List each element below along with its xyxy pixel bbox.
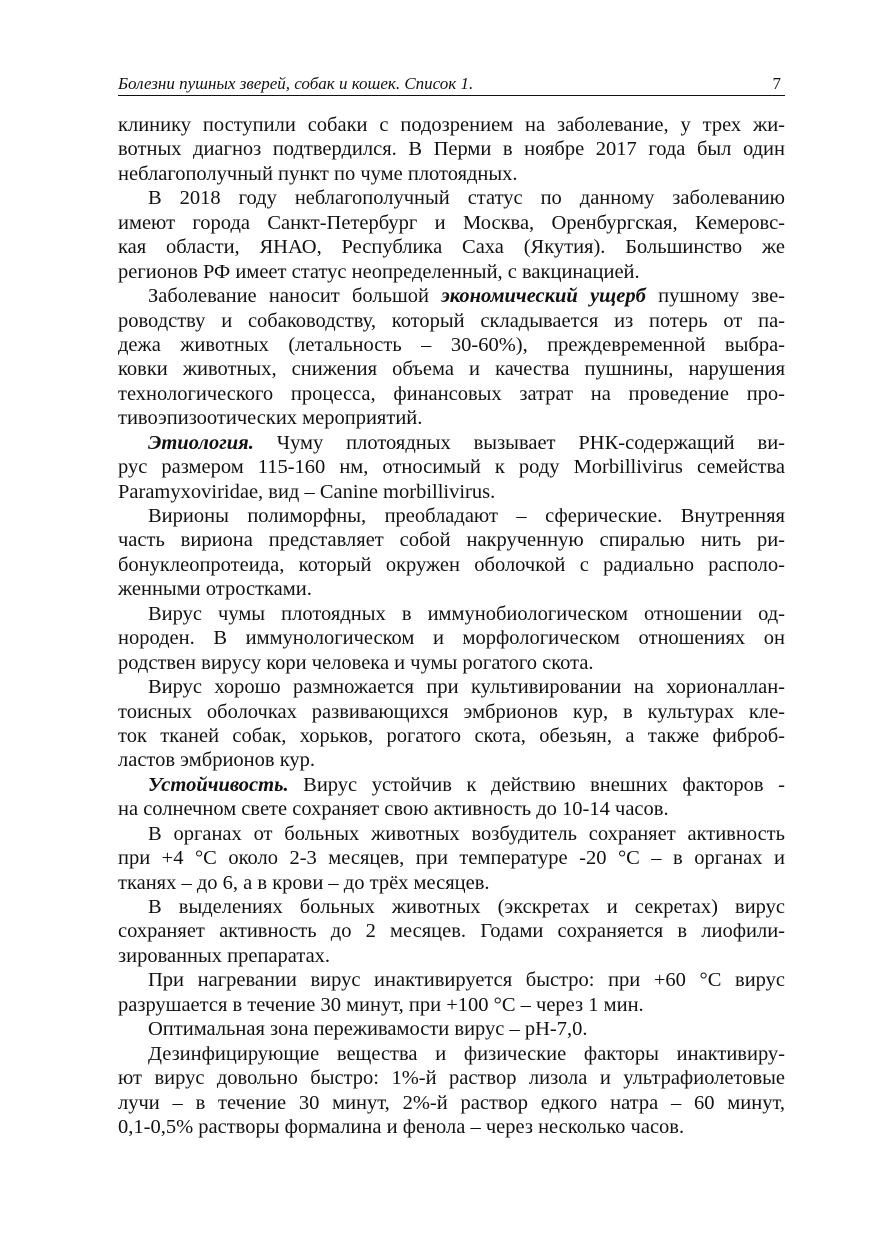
text-line: тоисных оболочках развивающихся эмбрионов кур, в культурах кле- [118,700,785,723]
line-segment: пушному зве- [658,285,785,308]
line-segment: Чуму плотоядных вызывает РНК-содержащий ви- [276,431,785,454]
text-line: лучи – в течение 30 минут, 2%-й раствор едкого натра – 60 минут, [118,1091,785,1114]
text-line: кая области, ЯНАО, Республика Саха (Якутия). Большинство же [118,236,785,259]
text-line: клинику поступили собаки с подозрением на заболевание, у трех жи- [118,114,785,136]
text-line: В органах от больных животных возбудитель сохраняет активность [148,822,785,845]
text-line: ковки животных, снижения объема и качества пушнины, нарушения [118,358,785,381]
book-page [118,74,785,1139]
text-line: ластов эмбрионов кур. [118,749,315,772]
text-line: Вирус хорошо размножается при культивировании на хорионаллан- [148,676,785,699]
text-line: технологического процесса, финансовых затрат на проведение про- [118,382,785,405]
text-line: зированных препаратах. [118,944,331,967]
text-line: имеют города Санкт-Петербург и Москва, Оренбургская, Кемеровс- [118,211,785,234]
line-segment: Заболевание наносит большой [148,285,429,308]
text-line: на солнечном свете сохраняет свою активность до 10-14 часов. [118,798,669,821]
text-line: дежа животных (летальность – 30-60%), преждевременной выбра- [118,333,785,356]
text-line: роводству и собаководству, который складывается из потерь от па- [118,309,785,332]
text-line [118,431,785,455]
text-line: регионов РФ имеет статус неопределенный, с вакцинацией. [118,260,640,283]
heading-resistance: Устойчивость. [148,773,289,796]
page-number: 7 [772,74,781,93]
text-line: ют вирус довольно быстро: 1%-й раствор лизола и ультрафиолетовые [118,1067,785,1090]
text-line: ток тканей собак, хорьков, рогатого скота, обезьян, а также фиброб- [118,724,785,747]
body-text [118,113,785,1139]
text-line: тканях – до 6, а в крови – до трёх месяцев. [118,871,490,894]
text-line [118,773,785,797]
text-line: тивоэпизоотических мероприятий. [118,407,423,430]
text-line: бонуклеопротеида, который окружен оболочкой с радиально располо- [118,553,785,576]
text-line: Дезинфицирующие вещества и физические факторы инактивиру- [148,1042,785,1065]
text-line: рус размером 115-160 нм, относимый к роду Morbillivirus семейства [118,456,785,479]
text-line: при +4 °С около 2-3 месяцев, при температуре -20 °С – в органах и [118,847,785,870]
text-line: разрушается в течение 30 минут, при +100 °С – через 1 мин. [118,993,644,1016]
text-line [118,284,785,308]
text-line: Вирус чумы плотоядных в иммунобиологическом отношении од- [148,602,785,625]
text-line: В 2018 году неблагополучный статус по данному заболеванию [148,187,785,210]
text-line: Paramyxoviridae, вид – Canine morbillivirus. [118,480,496,503]
text-line: Вирионы полиморфны, преобладают – сферические. Внутренняя [148,505,785,527]
text-line: женными отростками. [118,578,312,601]
heading-etiology: Этиология. [148,431,254,454]
running-header [118,74,785,96]
text-line: Оптимальная зона переживамости вирус – рН-7,0. [148,1018,588,1041]
line-segment: Вирус устойчив к действию внешних факторов - [303,773,785,796]
text-line: В выделениях больных животных (экскретах и секретах) вирус [148,896,785,918]
text-line: часть вириона представляет собой накрученную спиралью нить ри- [118,529,785,552]
text-line: неблагополучный пункт по чуме плотоядных. [118,162,518,185]
text-line: нороден. В иммунологическом и морфологическом отношениях он [118,627,785,650]
text-line: родствен вирусу кори человека и чумы рогатого скота. [118,651,594,674]
text-line: 0,1-0,5% растворы формалина и фенола – через несколько часов. [118,1115,685,1138]
text-line: сохраняет активность до 2 месяцев. Годами сохраняется в лиофили- [118,920,785,943]
term-economic-damage: экономический ущерб [441,285,646,308]
text-line: вотных диагноз подтвердился. В Перми в ноябре 2017 года был один [118,138,785,161]
running-title: Болезни пушных зверей, собак и кошек. Список 1. [118,74,474,93]
text-line: При нагревании вирус инактивируется быстро: при +60 °С вирус [148,969,785,992]
